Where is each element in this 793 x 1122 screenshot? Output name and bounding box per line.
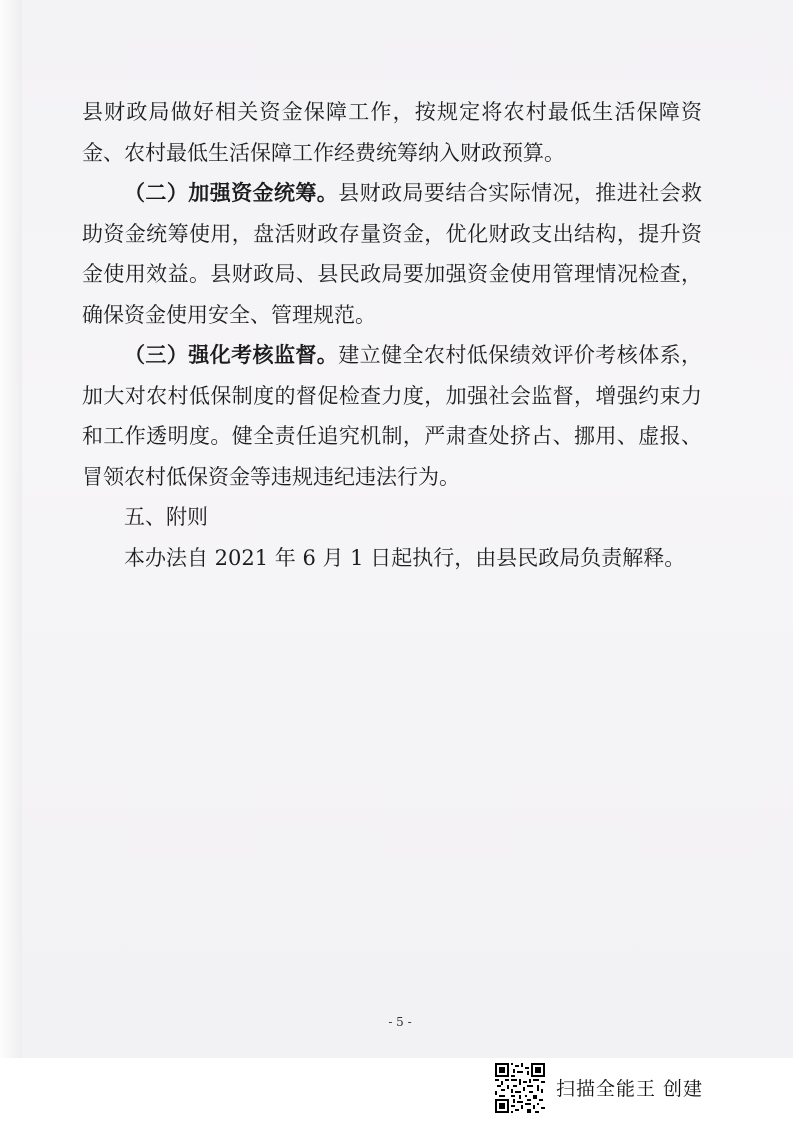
paragraph-lead: （三）强化考核监督。 <box>124 342 339 367</box>
scanner-brand-label: 扫描全能王 创建 <box>556 1078 704 1100</box>
paragraph-closing: 本办法自 2021 年 6 月 1 日起执行，由县民政局负责解释。 <box>124 545 686 570</box>
qr-code-icon <box>495 1063 545 1113</box>
document-body <box>82 92 702 578</box>
paragraph-fund-coordination <box>82 173 702 335</box>
paragraph-lead: （二）加强资金统筹。 <box>124 180 339 205</box>
page-number: - 5 - <box>388 1015 412 1029</box>
scan-margin <box>0 0 22 1058</box>
paragraph-funding-guarantee <box>82 92 702 173</box>
paragraph-text: 县财政局做好相关资金保障工作，按规定将农村最低生活保障资金、农村最低生活保障工作经费统筹纳入财政预算。 <box>82 100 702 165</box>
paragraph-text: 建立健全农村低保绩效评价考核体系，加大对农村低保制度的督促检查力度，加强社会监督，增强约束力和工作透明度。健全责任追究机制，严肃查处挤占、挪用、虚报、冒领农村低保资金等违规违纪违法行为。 <box>82 343 703 489</box>
paragraph-supervision <box>82 335 702 497</box>
section-heading: 五、附则 <box>124 505 208 529</box>
paragraph-text: 县财政局要结合实际情况，推进社会救助资金统筹使用，盘活财政存量资金，优化财政支出结构，提升资金使用效益。县财政局、县民政局要加强资金使用管理情况检查，确保资金使用安全、管理规范。 <box>82 181 703 327</box>
